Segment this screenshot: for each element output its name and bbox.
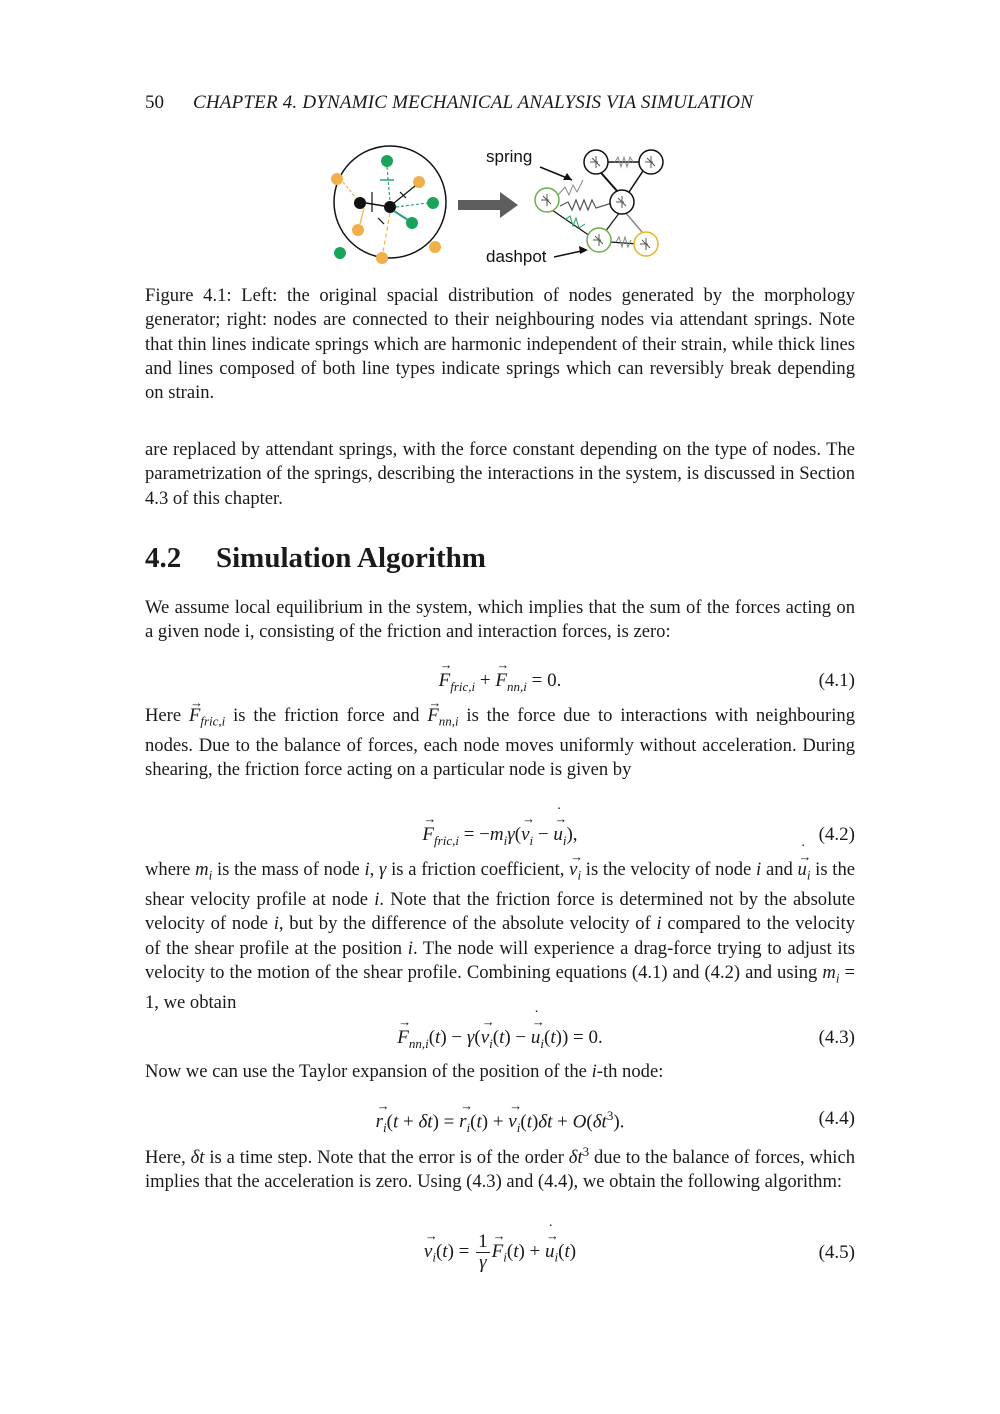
equation-4-2 (145, 824, 855, 852)
section-title: Simulation Algorithm (216, 542, 486, 574)
node-green (427, 197, 439, 209)
equation-4-3 (145, 1027, 855, 1055)
node-orange (352, 224, 364, 236)
equation-number: (4.2) (818, 824, 855, 845)
paragraph: Now we can use the Taylor expansion of the position of the i-th node: (145, 1061, 664, 1082)
equation-number: (4.5) (818, 1242, 855, 1263)
node-black (354, 197, 366, 209)
paragraph: Here, δt is a time step. Note that the error is of the order $\delta t^3$ due to the balance of forces, which implies that the acceleration is zero. Using (4.3) and (4.4), we obtain the following algorithm: (145, 1144, 855, 1193)
paragraph: We assume local equilibrium in the system, which implies that the sum of the forces acting on a given node i, consisting of the friction and interaction forces, is zero: (145, 597, 855, 643)
page-number: 50 (145, 92, 164, 113)
chapter-title: CHAPTER 4. DYNAMIC MECHANICAL ANALYSIS VIA SIMULATION (193, 92, 754, 113)
transform-arrow-icon (458, 192, 518, 218)
equation-4-5 (145, 1232, 855, 1282)
equation-4-1 (145, 670, 855, 698)
equation-expression: → $F_{nn,i}(t) - \gamma(\to v_i(t)$ − → u $˙_i(t)) = 0$. (145, 1027, 855, 1052)
figure-4-1-diagram (320, 140, 680, 275)
dashpot-label: dashpot (486, 247, 547, 266)
equation-expression: → $F_{fric,i} = -m_i\gamma(\to v_i$ − → u $˙_i$), (145, 824, 855, 849)
equation-expression: → $v_i(t)$ = $\frac{1}{\gamma}$ → $F_i(t)$ + → u $˙_i(t)$ (145, 1232, 855, 1273)
node-orange (331, 173, 343, 185)
equation-number: (4.3) (818, 1027, 855, 1048)
section-heading (145, 542, 486, 575)
paragraph: Here → $F_{fric,i}$ is the friction force and → $F_{nn,i}$ is the force due to interactions with neighbouring nodes. Due to the balance of forces, each node moves uniformly without acceleration. During shearing, the friction force acting on a particular node is given by (145, 704, 855, 783)
node-orange (429, 241, 441, 253)
equation-expression: → $r_i(t + \delta t)$ = → $r_i(t)$ + → $v_i(t)\delta t + O(\delta t^3)$. (145, 1108, 855, 1136)
equation-number: (4.4) (818, 1108, 855, 1129)
equation-expression: → $F_{fric,i}$ + → $F_{nn,i} = 0$. (145, 670, 855, 695)
node-orange (376, 252, 388, 264)
equation-number: (4.1) (818, 670, 855, 691)
section-number: 4.2 (145, 542, 182, 574)
figure-caption: Figure 4.1: Left: the original spacial distribution of nodes generated by the morphology generator; right: nodes are connected to their neighbouring nodes via attendant springs. Note that thin lines indicate springs which are harmonic independent of their strain, while thick lines and lines composed of both line types indicate springs which can reversibly break depending on strain. (145, 285, 855, 404)
spring-label: spring (486, 147, 533, 166)
paragraph: are replaced by attendant springs, with the force constant depending on the type of nodes. The parametrization of the springs, describing the interactions in the system, is discussed in Section 4.3 of this chapter. (145, 439, 855, 509)
spring-network-panel (535, 150, 663, 256)
running-header (145, 92, 855, 114)
equation-4-4 (145, 1108, 855, 1136)
node-green (381, 155, 393, 167)
paragraph: where $m_i$ is the mass of node i, γ is a friction coefficient, → $v_i$ is the velocity of node i and → u $˙_i$ is the shear velocity profile at node i. Note that the friction force is determined not by the absolute velocity of node i, but by the difference of the absolute velocity of i compared to the velocity of the shear profile at the position i. The node will experience a drag-force trying to adjust its velocity to the motion of the shear profile. Combining equations (4.1) and (4.2) and using $m_i = 1$, we obtain (145, 858, 855, 1015)
node-green (334, 247, 346, 259)
node-distribution-panel (331, 146, 446, 264)
